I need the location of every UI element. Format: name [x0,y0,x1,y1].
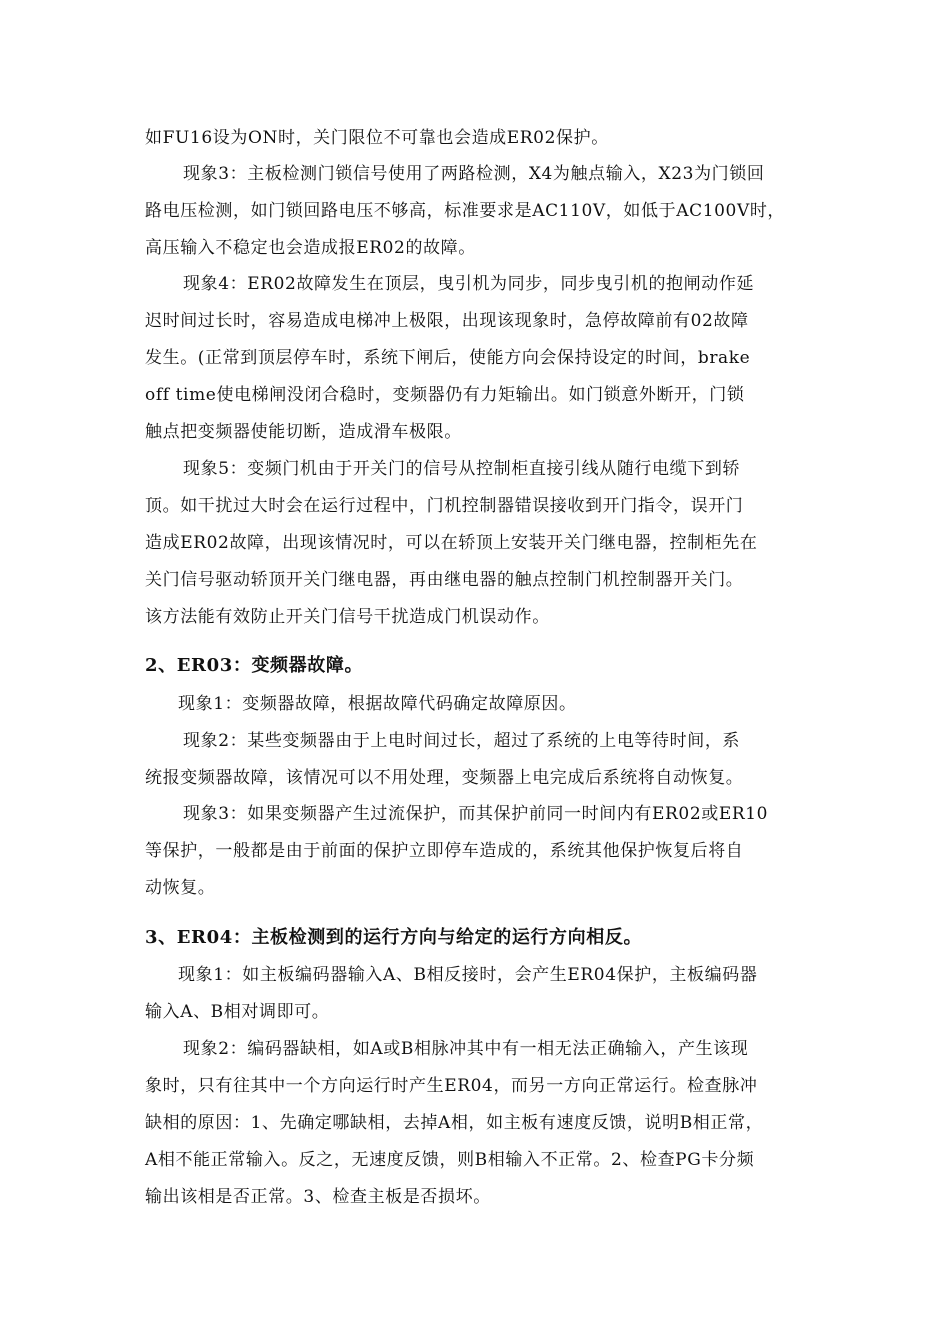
section-heading-er04: 3、ER04：主板检测到的运行方向与给定的运行方向相反。 [145,927,643,948]
paragraph-line: 现象4：ER02故障发生在顶层，曳引机为同步，同步曳引机的抱闸动作延 [183,274,755,294]
paragraph-line: 现象3：如果变频器产生过流保护，而其保护前同一时间内有ER02或ER10 [183,804,769,824]
paragraph-line: 动恢复。 [145,878,216,898]
paragraph-line: 发生。(正常到顶层停车时，系统下闸后，使能方向会保持设定的时间，brake [145,348,751,368]
paragraph-line: 顶。如干扰过大时会在运行过程中，门机控制器错误接收到开门指令，误开门 [145,496,744,516]
paragraph-line: 该方法能有效防止开关门信号干扰造成门机误动作。 [145,607,550,627]
paragraph-line: 高压输入不稳定也会造成报ER02的故障。 [145,238,476,258]
paragraph-line: 造成ER02故障，出现该情况时，可以在轿顶上安装开关门继电器，控制柜先在 [145,533,758,553]
paragraph-line: off time使电梯闸没闭合稳时，变频器仍有力矩输出。如门锁意外断开，门锁 [145,385,745,405]
section-heading-er03: 2、ER03：变频器故障。 [145,655,364,676]
paragraph-line: 触点把变频器使能切断，造成滑车极限。 [145,422,462,442]
paragraph-line: 现象1：如主板编码器输入A、B相反接时，会产生ER04保护，主板编码器 [178,965,758,985]
paragraph-line: 输出该相是否正常。3、检查主板是否损坏。 [145,1187,491,1207]
paragraph-line: 现象2：某些变频器由于上电时间过长，超过了系统的上电等待时间，系 [183,731,741,751]
paragraph-line: 如FU16设为ON时，关门限位不可靠也会造成ER02保护。 [145,128,609,148]
paragraph-line: 关门信号驱动轿顶开关门继电器，再由继电器的触点控制门机控制器开关门。 [145,570,744,590]
paragraph-line: 迟时间过长时，容易造成电梯冲上极限，出现该现象时，急停故障前有02故障 [145,311,749,331]
paragraph-line: 输入A、B相对调即可。 [145,1002,330,1022]
paragraph-line: 路电压检测，如门锁回路电压不够高，标准要求是AC110V，如低于AC100V时， [145,201,786,221]
paragraph-line: 统报变频器故障，该情况可以不用处理，变频器上电完成后系统将自动恢复。 [145,768,744,788]
paragraph-line: 现象5：变频门机由于开关门的信号从控制柜直接引线从随行电缆下到轿 [183,459,741,479]
paragraph-line: 等保护，一般都是由于前面的保护立即停车造成的，系统其他保护恢复后将自 [145,841,744,861]
paragraph-line: 现象2：编码器缺相，如A或B相脉冲其中有一相无法正确输入，产生该现 [183,1039,749,1059]
paragraph-line: 象时，只有往其中一个方向运行时产生ER04，而另一方向正常运行。检查脉冲 [145,1076,758,1096]
paragraph-line: 现象3：主板检测门锁信号使用了两路检测，X4为触点输入，X23为门锁回 [183,164,765,184]
paragraph-line: A相不能正常输入。反之，无速度反馈，则B相输入不正常。2、检查PG卡分频 [145,1150,755,1170]
paragraph-line: 缺相的原因：1、先确定哪缺相，去掉A相，如主板有速度反馈，说明B相正常， [145,1113,764,1133]
paragraph-line: 现象1：变频器故障，根据故障代码确定故障原因。 [178,694,577,714]
